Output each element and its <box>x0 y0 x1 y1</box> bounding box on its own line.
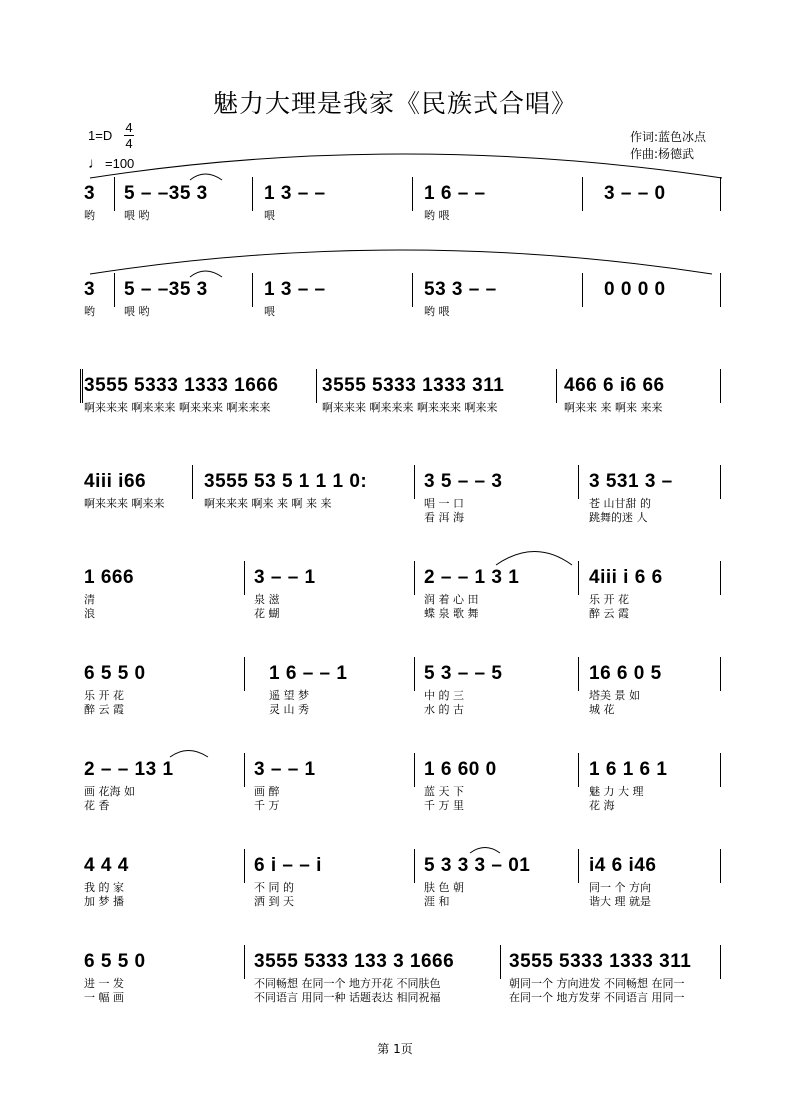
jianpu-notes: 3 – – 1 <box>254 759 316 780</box>
lyric-line-1: 中 的 三 <box>424 689 464 702</box>
lyric-line-1: 蓝 天 下 <box>424 785 464 798</box>
jianpu-notes: 3 – – 0 <box>604 183 666 204</box>
lyric-line-1: 啊来来来 啊来来 <box>84 497 165 510</box>
lyric-line-1: 同一 个 方向 <box>589 881 651 894</box>
jianpu-notes: 0 0 0 0 <box>604 279 666 300</box>
time-sig-bottom: 4 <box>125 136 133 151</box>
lyric-line-1: 啊来来来 啊来来来 啊来来来 啊来来来 <box>84 401 271 414</box>
jianpu-notes: 4 4 4 <box>84 855 129 876</box>
lyric-line-1: 画 花海 如 <box>84 785 135 798</box>
jianpu-notes: i4 6 i46 <box>589 855 657 876</box>
jianpu-notes: 3555 5333 1333 311 <box>322 375 505 396</box>
lyric-line-2: 醉 云 霞 <box>84 703 124 716</box>
lyric-line-1: 唱 一 口 <box>424 497 464 510</box>
jianpu-notes: 3 531 3 – <box>589 471 673 492</box>
jianpu-notes: 53 3 – – <box>424 279 497 300</box>
lyric-line-2: 洒 到 天 <box>254 895 294 908</box>
lyric-line-1: 不 同 的 <box>254 881 294 894</box>
lyric-line-1: 塔美 景 如 <box>589 689 640 702</box>
lyric-line-1: 哟 喂 <box>424 209 450 222</box>
lyric-line-1: 遥 望 梦 <box>269 689 309 702</box>
jianpu-notes: 6 5 5 0 <box>84 951 146 972</box>
jianpu-notes: 1 666 <box>84 567 135 588</box>
lyric-line-2: 涯 和 <box>424 895 450 908</box>
composer-credit: 作曲:杨德武 <box>630 147 695 161</box>
lyric-line-1: 啊来来 来 啊来 来来 <box>564 401 663 414</box>
jianpu-notes: 3 <box>84 183 96 204</box>
lyric-line-1: 哟 <box>84 305 95 318</box>
lyric-line-2: 水 的 古 <box>424 703 464 716</box>
lyric-line-1: 喂 <box>264 305 275 318</box>
jianpu-notes: 1 3 – – <box>264 279 326 300</box>
lyric-line-2: 跳舞的迷 人 <box>589 511 648 524</box>
lyric-line-1: 哟 <box>84 209 95 222</box>
jianpu-notes: 5 – –35 3 <box>124 279 208 300</box>
jianpu-notes: 466 6 i6 66 <box>564 375 665 396</box>
lyric-line-2: 花 海 <box>589 799 615 812</box>
jianpu-notes: 1 6 – – 1 <box>269 663 348 684</box>
lyric-line-1: 啊来来来 啊来来来 啊来来来 啊来来 <box>322 401 498 414</box>
jianpu-notes: 5 – –35 3 <box>124 183 208 204</box>
lyric-line-1: 喂 <box>264 209 275 222</box>
lyric-line-1: 泉 滋 <box>254 593 280 606</box>
jianpu-notes: 1 3 – – <box>264 183 326 204</box>
lyric-line-2: 城 花 <box>589 703 615 716</box>
lyric-line-1: 我 的 家 <box>84 881 124 894</box>
lyric-line-2: 一 幅 画 <box>84 991 124 1004</box>
lyric-line-2: 加 梦 播 <box>84 895 124 908</box>
jianpu-notes: 4iii i 6 6 <box>589 567 663 588</box>
lyric-line-1: 魅 力 大 理 <box>589 785 644 798</box>
lyric-line-1: 啊来来来 啊来 来 啊 来 来 <box>204 497 332 510</box>
lyric-line-2: 谐大 理 就是 <box>589 895 651 908</box>
lyric-line-1: 进 一 发 <box>84 977 124 990</box>
jianpu-notes: 1 6 – – <box>424 183 486 204</box>
score-title: 魅力大理是我家《民族式合唱》 <box>212 89 577 118</box>
jianpu-notes: 3555 5333 1333 1666 <box>84 375 279 396</box>
page-number: 第 1页 <box>377 1042 413 1056</box>
lyric-line-2: 千 万 里 <box>424 799 464 812</box>
lyric-line-2: 浪 <box>84 607 95 620</box>
lyric-line-1: 乐 开 花 <box>589 593 629 606</box>
jianpu-notes: 4iii i66 <box>84 471 147 492</box>
jianpu-notes: 6 5 5 0 <box>84 663 146 684</box>
jianpu-notes: 2 – – 13 1 <box>84 759 174 780</box>
jianpu-notes: 2 – – 1 3 1 <box>424 567 520 588</box>
time-sig-top: 4 <box>125 120 133 135</box>
jianpu-notes: 1 6 1 6 1 <box>589 759 668 780</box>
lyric-line-2: 灵 山 秀 <box>269 703 309 716</box>
lyricist-credit: 作词:蓝色冰点 <box>630 130 707 144</box>
lyric-line-1: 润 着 心 田 <box>424 593 479 606</box>
lyric-line-2: 醉 云 霞 <box>589 607 629 620</box>
lyric-line-2: 千 万 <box>254 799 280 812</box>
lyric-line-1: 苍 山甘甜 的 <box>589 497 651 510</box>
jianpu-notes: 3 <box>84 279 96 300</box>
lyric-line-2: 在同一个 地方发芽 不同语言 用同一 <box>509 991 685 1004</box>
lyric-line-2: 花 蝴 <box>254 607 280 620</box>
jianpu-notes: 5 3 3 3 – 01 <box>424 855 531 876</box>
jianpu-notes: 3555 53 5 1 1 1 0: <box>204 471 368 492</box>
jianpu-notes: 6 i – – i <box>254 855 322 876</box>
lyric-line-2: 蝶 泉 歌 舞 <box>424 607 479 620</box>
lyric-line-1: 喂 哟 <box>124 305 150 318</box>
lyric-line-2: 不同语言 用同一种 话题表达 相同祝福 <box>254 991 441 1004</box>
lyric-line-1: 喂 哟 <box>124 209 150 222</box>
lyric-line-1: 乐 开 花 <box>84 689 124 702</box>
key-signature: 1=D <box>88 128 113 143</box>
lyric-line-1: 清 <box>84 593 95 606</box>
lyric-line-1: 画 醉 <box>254 785 280 798</box>
lyric-line-2: 花 香 <box>84 799 110 812</box>
jianpu-notes: 3 – – 1 <box>254 567 316 588</box>
lyric-line-1: 不同畅想 在同一个 地方开花 不同肤色 <box>254 977 441 990</box>
jianpu-notes: 3 5 – – 3 <box>424 471 503 492</box>
lyric-line-2: 看 洱 海 <box>424 511 464 524</box>
tempo-value: =100 <box>105 156 135 171</box>
quarter-note-icon: ♩ <box>88 155 103 172</box>
lyric-line-1: 肤 色 朝 <box>424 881 464 894</box>
lyric-line-1: 哟 喂 <box>424 305 450 318</box>
jianpu-notes: 5 3 – – 5 <box>424 663 503 684</box>
jianpu-notes: 3555 5333 133 3 1666 <box>254 951 455 972</box>
jianpu-notes: 16 6 0 5 <box>589 663 662 684</box>
jianpu-notes: 1 6 60 0 <box>424 759 497 780</box>
lyric-line-1: 朝同一个 方向进发 不同畅想 在同一 <box>509 977 685 990</box>
jianpu-notes: 3555 5333 1333 311 <box>509 951 692 972</box>
